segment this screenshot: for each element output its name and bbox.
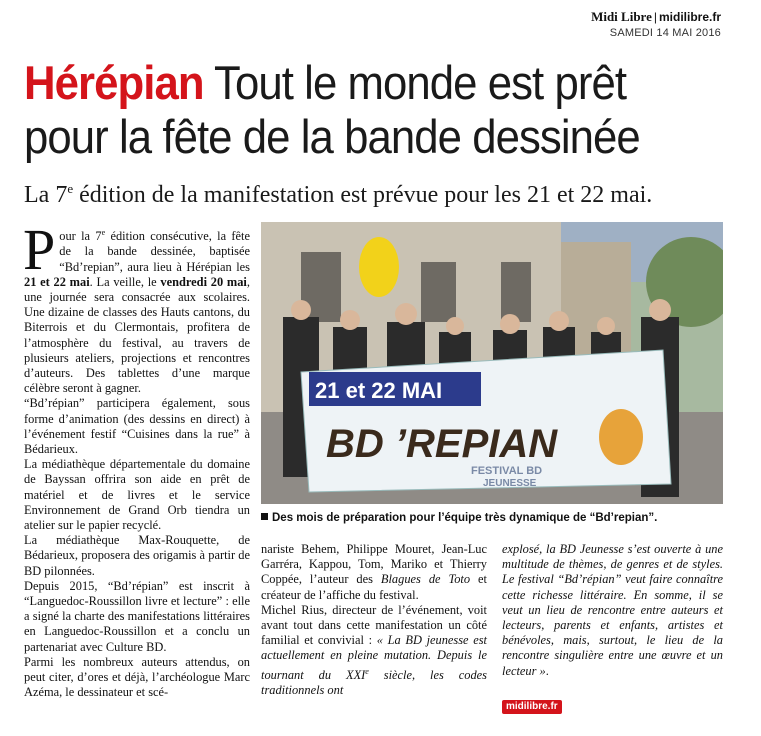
text: . La veille, le — [89, 274, 161, 289]
article-column-3 — [502, 542, 723, 679]
photo-illustration — [261, 222, 723, 504]
italic-quote: explosé, la BD Jeunesse s’est ouverte à une multitude de thèmes, de genres et de styles. Le festival “Bd’répian” veut faire connaître cette richesse littéraire. En somme, il se veut un lieu de rencontre entre auteurs et lecteurs, parents et enfants, artistes et bénévoles, mais, surtout, le lieu de la rencontre singulière entre une œuvre et un lecteur » — [502, 542, 723, 678]
paragraph: “Bd’répian” participera également, sous forme d’animation (des dessins en direct) à l’événement festif “Cuisines dans la rue” à Bédarieux. — [24, 396, 250, 456]
article-photo — [261, 222, 723, 504]
newspaper-name: Midi Libre — [591, 9, 652, 24]
midilibre-logo: midilibre.fr — [502, 700, 562, 714]
subhead-text-b: édition de la manifestation est prévue pour les 21 et 22 mai. — [73, 182, 653, 208]
paragraph: Depuis 2015, “Bd’répian” est inscrit à “Languedoc-Roussillon livre et lecture” : elle a signé la charte des manifestations littéraires en Languedoc-Roussillon et a conclu un partenariat avec Culture BD. — [24, 578, 250, 654]
article-column-2 — [261, 542, 487, 698]
subhead-text-a: La 7 — [24, 182, 68, 208]
masthead-separator: | — [653, 10, 657, 24]
headline-line2: pour la fête de la bande dessinée — [24, 110, 640, 163]
italic-title: Blagues de Toto — [380, 572, 471, 587]
publication-date: SAMEDI 14 MAI 2016 — [609, 27, 721, 39]
text: . — [545, 663, 549, 678]
article-column-1 — [23, 217, 250, 700]
text: édition consécutive, la fête de la bande dessinée, baptisée “Bd’repian”, aura lieu à Hérépian les — [59, 229, 250, 274]
caption-text: Des mois de préparation pour l’équipe très dynamique de “Bd’repian”. — [272, 512, 658, 524]
text: , une journée sera consacrée aux scolaires. Une dizaine de classes des Hauts cantons, du Biterrois et du Clermontais, profitera de l’atmosphère du festival, au travers de plusieurs ateliers, projections et rencontres d’auteurs. Des tablettes d’une marque célèbre seront à gagner. — [24, 274, 250, 396]
superscript: e — [365, 666, 369, 676]
masthead-site: midilibre.fr — [658, 10, 721, 24]
bold-dates: 21 et 22 mai — [24, 274, 90, 289]
subheadline — [24, 181, 744, 209]
paragraph — [23, 217, 250, 396]
italic-quote: « La BD jeunesse est actuellement en pleine mutation. Depuis le tournant du XXI — [261, 633, 487, 682]
photo-caption — [261, 512, 723, 524]
paragraph: La médiathèque départementale du domaine de Bayssan offrira son aide en prêt de matériel et de livres et le service Environnement de Grand Orb tiendra un atelier sur le papier recyclé. — [24, 457, 250, 532]
banner-subtitle-1: FESTIVAL BD — [471, 465, 543, 477]
text: our la 7 — [59, 229, 102, 244]
caption-square-icon — [261, 513, 268, 520]
paragraph — [261, 603, 487, 698]
banner-title: BD ’REPIAN — [326, 422, 558, 466]
headline — [24, 56, 694, 164]
paragraph — [502, 542, 723, 679]
italic-quote: siècle, les codes traditionnels ont — [261, 667, 487, 697]
text: et créateur de l’affiche du festival. — [261, 572, 487, 602]
paragraph — [261, 542, 487, 603]
superscript: e — [101, 228, 106, 237]
subhead-sup: e — [67, 181, 74, 196]
paragraph: La médiathèque Max-Rouquette, de Bédarieux, proposera des origamis à partir de BD pilonnées. — [24, 533, 250, 578]
bold-date: vendredi 20 mai — [160, 274, 247, 289]
drop-cap: P — [23, 217, 56, 282]
masthead — [591, 8, 721, 39]
text: nariste Behem, Philippe Mouret, Jean-Luc Garréra, Kappou, Tom, Mariko et Thierry Coppée, l’auteur des — [261, 542, 487, 587]
banner-date: 21 et 22 MAI — [315, 378, 443, 403]
text: Michel Rius, directeur de l’événement, voit avant tout dans cette manifestation un côté familial et convivial : — [261, 602, 487, 648]
headline-line1: Tout le monde est prêt — [203, 56, 627, 109]
paragraph: Parmi les nombreux auteurs attendus, on peut citer, d’ores et déjà, l’archéologue Marc Azéma, le dessinateur et scé- — [24, 654, 250, 700]
banner-subtitle-2: JEUNESSE — [483, 478, 537, 489]
headline-town: Hérépian — [24, 56, 204, 109]
